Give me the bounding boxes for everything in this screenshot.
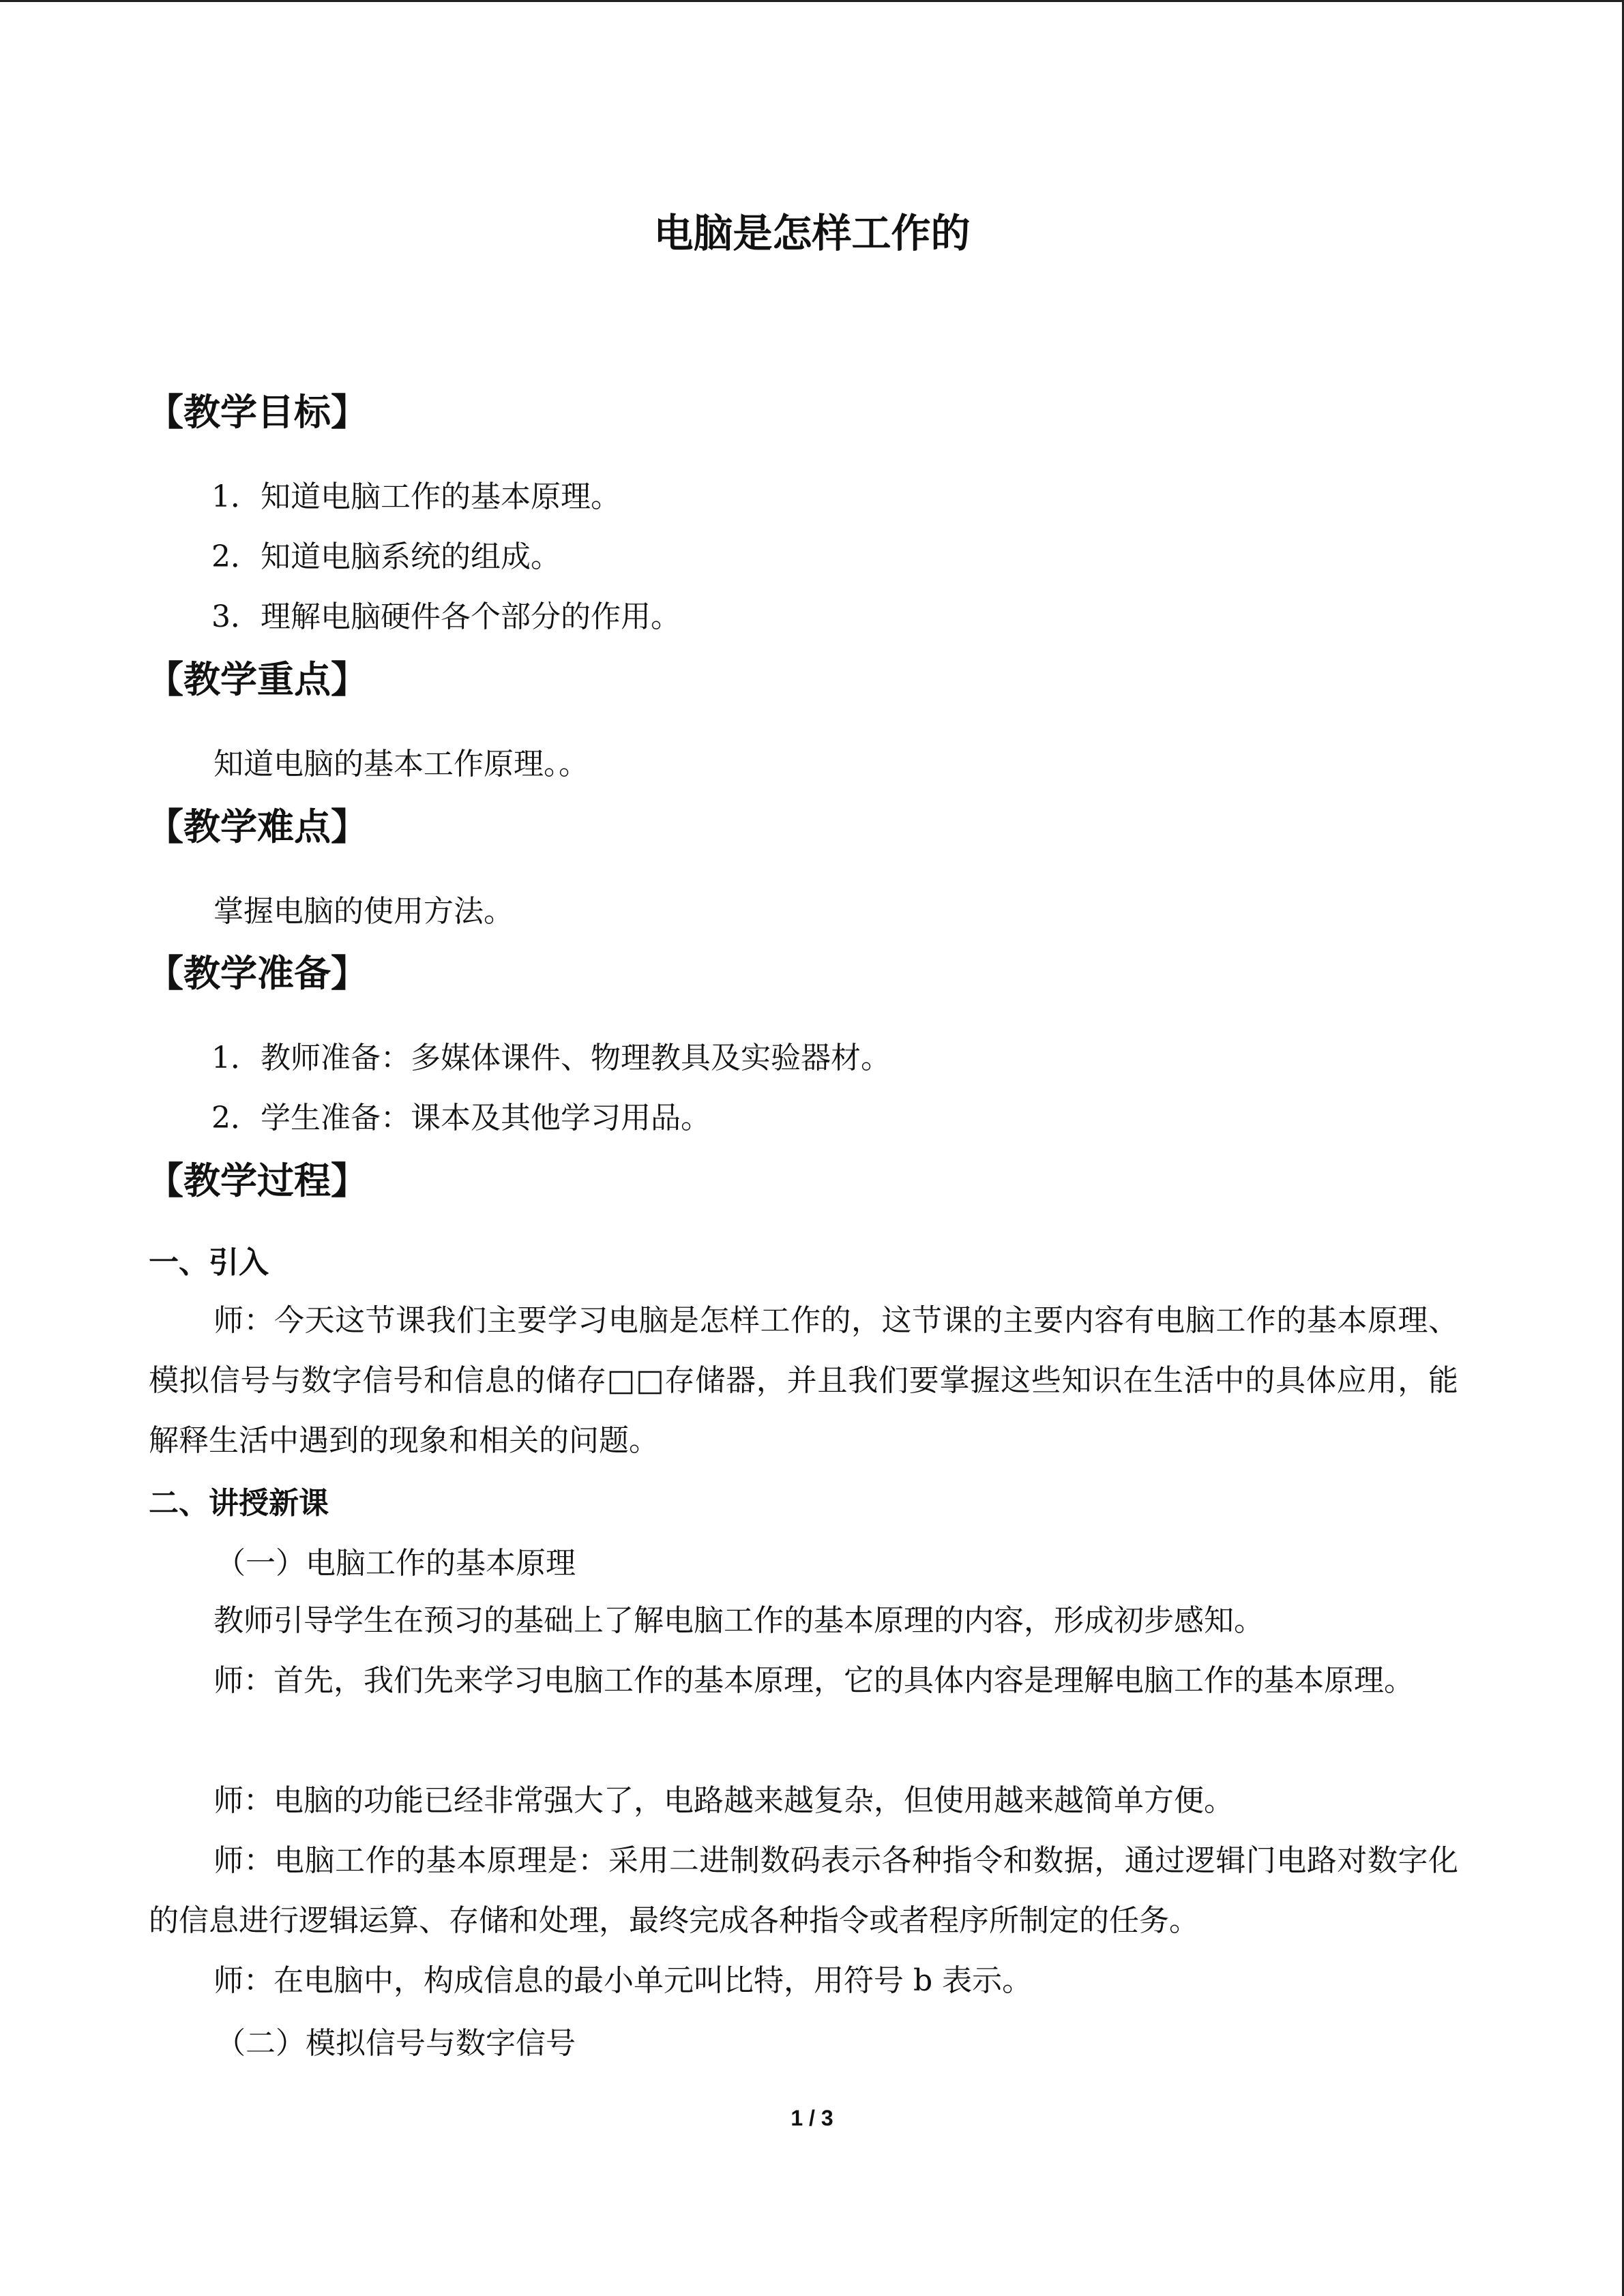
lesson-paragraph-1: 教师引导学生在预习的基础上了解电脑工作的基本原理的内容，形成初步感知。 [213, 1603, 1264, 1638]
section-heading-objectives: 【教学目标】 [147, 391, 368, 434]
lesson-paragraph-4: 师：电脑工作的基本原理是：采用二进制数码表示各种指令和数据，通过逻辑门电路对数字化的信息进行逻辑运算、存储和处理，最终完成各种指令或者程序所制定的任务。 [149, 1843, 1458, 1938]
section-heading-difficulties: 【教学难点】 [147, 805, 368, 848]
section-heading-key-points: 【教学重点】 [147, 658, 368, 701]
objective-item-3: 3．理解电脑硬件各个部分的作用。 [211, 599, 681, 634]
objective-item-2: 2．知道电脑系统的组成。 [211, 539, 561, 574]
difficulties-text: 掌握电脑的使用方法。 [213, 894, 514, 929]
document-title: 电脑是怎样工作的 [653, 210, 971, 256]
intro-paragraph: 师：今天这节课我们主要学习电脑是怎样工作的，这节课的主要内容有电脑工作的基本原理、模拟信号与数字信号和信息的储存□□存储器，并且我们要掌握这些知识在生活中的具体应用，能解释生活中遇到的现象和相关的问题。 [149, 1303, 1458, 1458]
page-number: 1 / 3 [791, 2106, 833, 2130]
lesson-paragraph-2: 师：首先，我们先来学习电脑工作的基本原理，它的具体内容是理解电脑工作的基本原理。 [213, 1663, 1414, 1698]
objective-item-1: 1．知道电脑工作的基本原理。 [211, 479, 621, 514]
preparation-item-1: 1．教师准备：多媒体课件、物理教具及实验器材。 [211, 1041, 891, 1075]
preparation-item-2: 2．学生准备：课本及其他学习用品。 [211, 1101, 711, 1135]
new-lesson-heading: 二、讲授新课 [149, 1486, 329, 1521]
part1-heading: （一）电脑工作的基本原理 [216, 1546, 576, 1581]
intro-heading: 一、引入 [149, 1245, 269, 1280]
key-points-text: 知道电脑的基本工作原理。。 [213, 747, 589, 781]
lesson-paragraph-3: 师：电脑的功能已经非常强大了，电路越来越复杂，但使用越来越简单方便。 [213, 1783, 1234, 1818]
section-heading-preparation: 【教学准备】 [147, 952, 368, 995]
part2-heading: （二）模拟信号与数字信号 [216, 2026, 576, 2061]
section-heading-process: 【教学过程】 [147, 1159, 368, 1202]
lesson-paragraph-5: 师：在电脑中，构成信息的最小单元叫比特，用符号 b 表示。 [213, 1963, 1033, 1998]
